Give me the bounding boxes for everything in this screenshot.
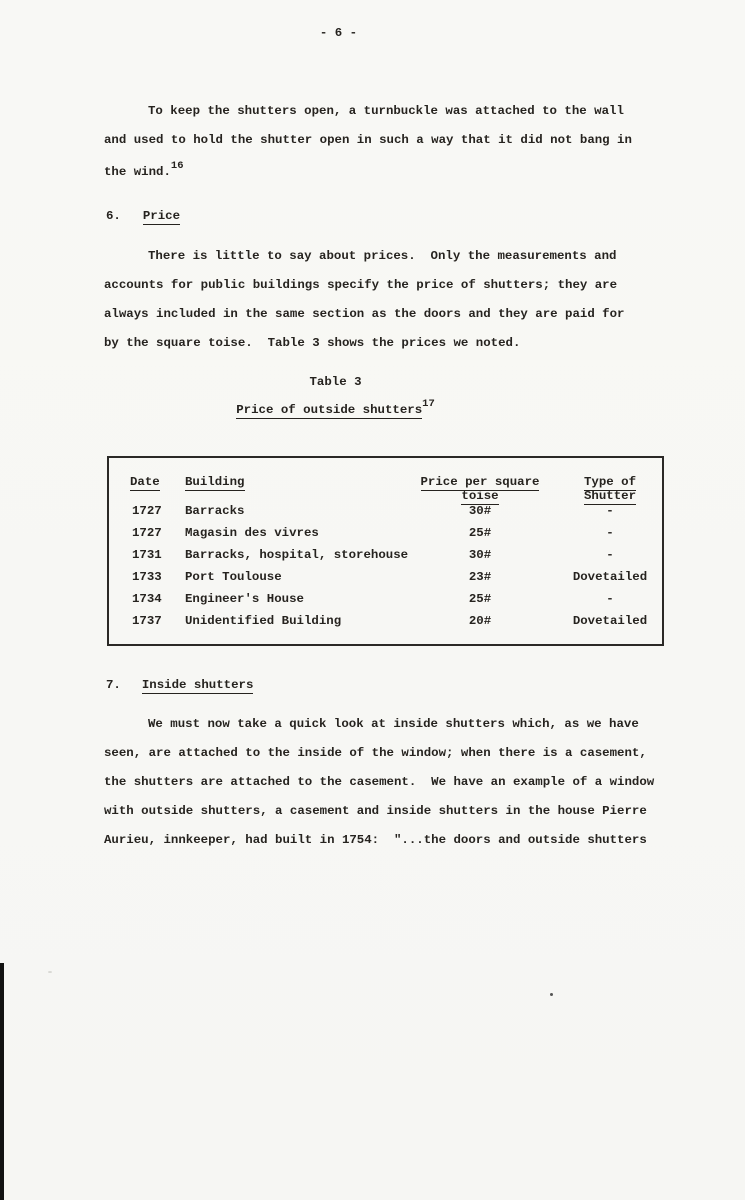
paragraph-line: always included in the same section as the doors and they are paid for (104, 307, 625, 321)
cell-building: Barracks (185, 504, 245, 518)
cell-type: - (606, 592, 614, 606)
footnote-reference-16: 16 (170, 160, 184, 172)
paragraph-line: We must now take a quick look at inside shutters which, as we have (148, 717, 639, 731)
table3 (107, 456, 664, 646)
paragraph-line: There is little to say about prices. Only the measurements and (148, 249, 617, 263)
cell-price: 30# (468, 504, 492, 518)
paragraph-line (104, 160, 184, 181)
cell-type: - (606, 548, 614, 562)
paragraph-line: with outside shutters, a casement and inside shutters in the house Pierre (104, 804, 647, 818)
paragraph-line: To keep the shutters open, a turnbuckle was attached to the wall (148, 104, 624, 118)
table-caption-subtitle (0, 398, 708, 419)
cell-building: Engineer's House (185, 592, 304, 606)
section-number: 7. (106, 678, 121, 692)
section-heading (106, 209, 180, 224)
cell-date: 1733 (132, 570, 162, 584)
column-header-price-line1: Price per square (420, 475, 540, 489)
paragraph-line: seen, are attached to the inside of the window; when there is a casement, (104, 746, 647, 760)
cell-date: 1727 (132, 526, 162, 540)
cell-date: 1727 (132, 504, 162, 518)
table-caption-text: Price of outside shutters (236, 403, 423, 417)
scan-speck (550, 993, 553, 996)
paragraph-text: the wind. (104, 165, 171, 179)
cell-type: - (606, 504, 614, 518)
paragraph-line: by the square toise. Table 3 shows the prices we noted. (104, 336, 521, 350)
cell-price: 20# (468, 614, 492, 628)
paragraph-line: and used to hold the shutter open in such a way that it did not bang in (104, 133, 632, 147)
cell-price: 23# (468, 570, 492, 584)
cell-price: 25# (468, 592, 492, 606)
section-number: 6. (106, 209, 121, 223)
cell-building: Port Toulouse (185, 570, 282, 584)
section-heading (106, 678, 253, 693)
cell-building: Unidentified Building (185, 614, 342, 628)
cell-date: 1734 (132, 592, 162, 606)
column-header-type-line2: Shutter (583, 489, 637, 503)
scan-speck (48, 971, 52, 973)
column-header-price-line2: toise (461, 489, 499, 503)
section-title: Price (142, 209, 181, 223)
cell-building: Magasin des vivres (185, 526, 319, 540)
cell-type: Dovetailed (572, 614, 648, 628)
column-header-type-line1: Type of (583, 475, 637, 489)
footnote-reference-17: 17 (422, 398, 435, 410)
cell-type: Dovetailed (572, 570, 648, 584)
page-number: - 6 - (319, 26, 358, 40)
paragraph-line: accounts for public buildings specify the price of shutters; they are (104, 278, 618, 292)
table-caption-title: Table 3 (309, 375, 362, 389)
cell-date: 1737 (132, 614, 162, 628)
paragraph-line: Aurieu, innkeeper, had built in 1754: "...the doors and outside shutters (104, 833, 647, 847)
column-header-building: Building (185, 475, 245, 489)
cell-building: Barracks, hospital, storehouse (185, 548, 409, 562)
cell-type: - (606, 526, 614, 540)
cell-date: 1731 (132, 548, 162, 562)
column-header-date: Date (130, 475, 160, 489)
scan-edge-bar (0, 963, 4, 1200)
cell-price: 30# (468, 548, 492, 562)
paragraph-line: the shutters are attached to the casement. We have an example of a window (104, 775, 655, 789)
cell-price: 25# (468, 526, 492, 540)
section-title: Inside shutters (141, 678, 254, 692)
